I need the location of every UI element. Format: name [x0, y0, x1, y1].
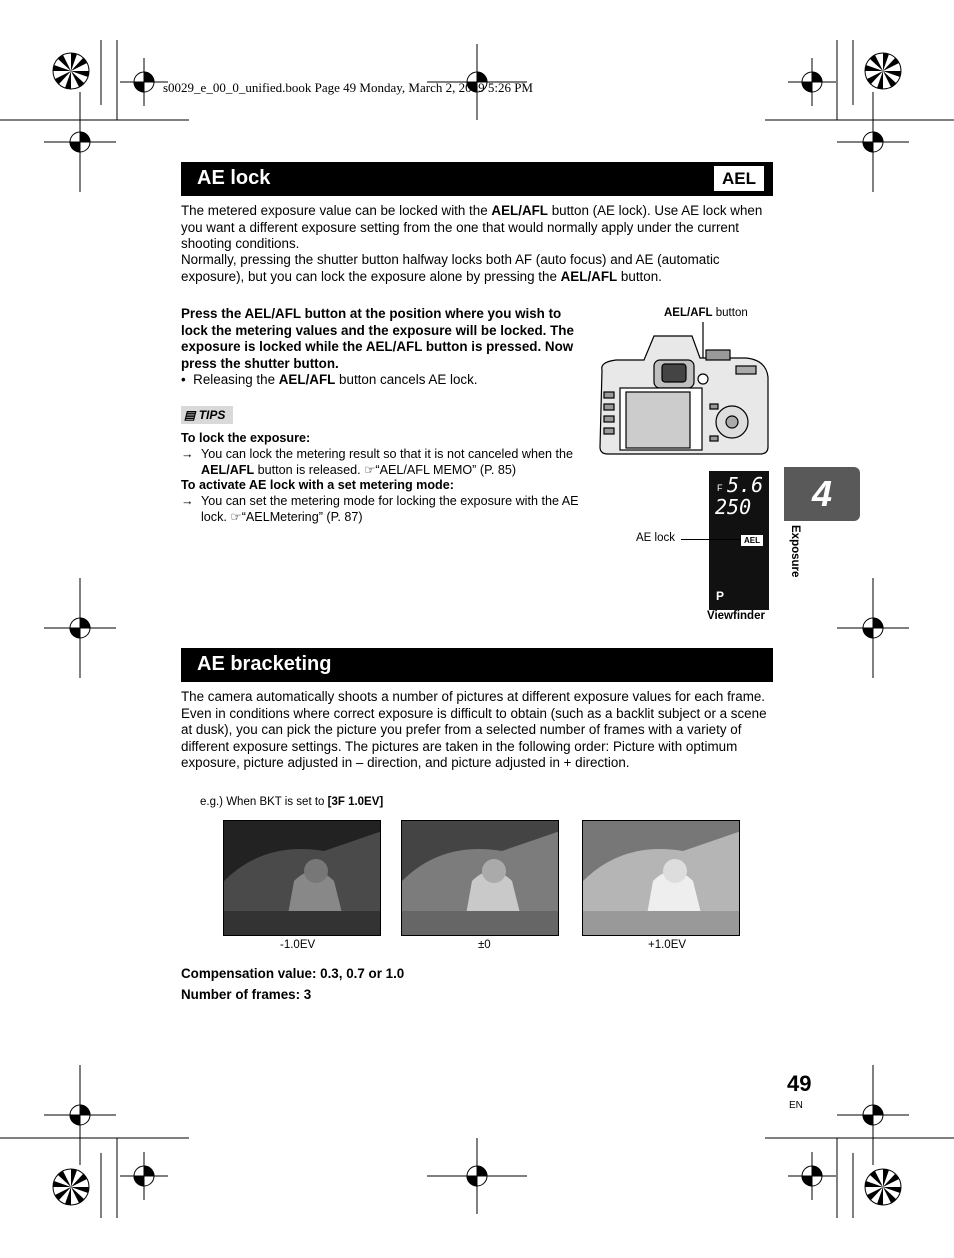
- section-header-ae-bracketing: [181, 648, 773, 682]
- tip2-text: → You can set the metering mode for locking the exposure with the AE lock. ☞“AELMetering” (P. 87): [181, 494, 579, 524]
- section-title: AE bracketing: [197, 653, 332, 675]
- number-of-frames: Number of frames: 3: [181, 987, 312, 1002]
- ael-indicator: AEL: [741, 535, 763, 546]
- bracket-photo-zero: [401, 820, 559, 936]
- bracket-photo-minus: [223, 820, 381, 936]
- caption-minus: -1.0EV: [280, 939, 316, 951]
- viewfinder-label: Viewfinder: [707, 610, 765, 622]
- ref-link: ☞“AEL/AFL MEMO” (P. 85): [364, 463, 517, 477]
- ae-lock-paragraph-1: The metered exposure value can be locked with the AEL/AFL button (AE lock). Use AE lock when you want a different exposure setting from the one that would normally apply under the current shooting conditions.: [181, 203, 763, 252]
- bracket-photo-plus: [582, 820, 740, 936]
- ae-lock-paragraph-2: Normally, pressing the shutter button halfway locks both AF (auto focus) and AE (automatic exposure), but you can lock the exposure alone by pressing the AEL/AFL button.: [181, 252, 720, 284]
- language-code: EN: [789, 1100, 803, 1111]
- section-title: AE lock: [197, 167, 271, 189]
- caption-plus: +1.0EV: [648, 939, 687, 951]
- tips-icon: ▤: [184, 408, 196, 422]
- ael-badge: AEL: [714, 166, 764, 191]
- section-header-ae-lock: [181, 162, 773, 196]
- ae-lock-leader-line: [681, 539, 741, 540]
- page-number: 49: [787, 1071, 812, 1096]
- ae-bracketing-paragraph: The camera automatically shoots a number of pictures at different exposure values for each frame. Even in conditions where correct exposure is difficult to obtain (such as a backlit subject or a scene at dusk), you can pick the picture you prefer from a selected number of frames with a variety of different exposure settings. The pictures are taken in the following order: Picture with optimum exposure, picture adjusted in – direction, and picture adjusted in + direction.: [181, 689, 767, 771]
- ae-lock-label: AE lock: [636, 532, 675, 544]
- ael-afl-button-label: AEL/AFL button: [664, 307, 748, 319]
- tips-label: ▤ TIPS: [181, 406, 233, 424]
- ref-link: ☞“AELMetering” (P. 87): [230, 510, 363, 524]
- chapter-tab: 4: [784, 467, 860, 521]
- tip1-text: → You can lock the metering result so that it is not canceled when the AEL/AFL button is released. ☞“AEL/AFL MEMO” (P. 85): [181, 447, 573, 477]
- book-header-line: s0029_e_00_0_unified.book Page 49 Monday, March 2, 2009 5:26 PM: [163, 80, 533, 95]
- caption-zero: ±0: [478, 939, 491, 951]
- viewfinder-display: F 5.6 250 AEL P: [709, 471, 769, 610]
- tip2-title: To activate AE lock with a set metering mode:: [181, 478, 454, 492]
- compensation-value: Compensation value: 0.3, 0.7 or 1.0: [181, 966, 405, 981]
- camera-back-illustration: [596, 322, 772, 462]
- ae-lock-bullet: • Releasing the AEL/AFL button cancels AE lock.: [181, 372, 478, 387]
- chapter-label: Exposure: [789, 525, 801, 578]
- ae-lock-instruction: Press the AEL/AFL button at the position where you wish to lock the metering values and the exposure will be locked. The exposure is locked while the AEL/AFL button is pressed. Now press the shutter button.: [181, 306, 574, 371]
- example-note: e.g.) When BKT is set to [3F 1.0EV]: [200, 796, 384, 808]
- tip1-title: To lock the exposure:: [181, 431, 311, 445]
